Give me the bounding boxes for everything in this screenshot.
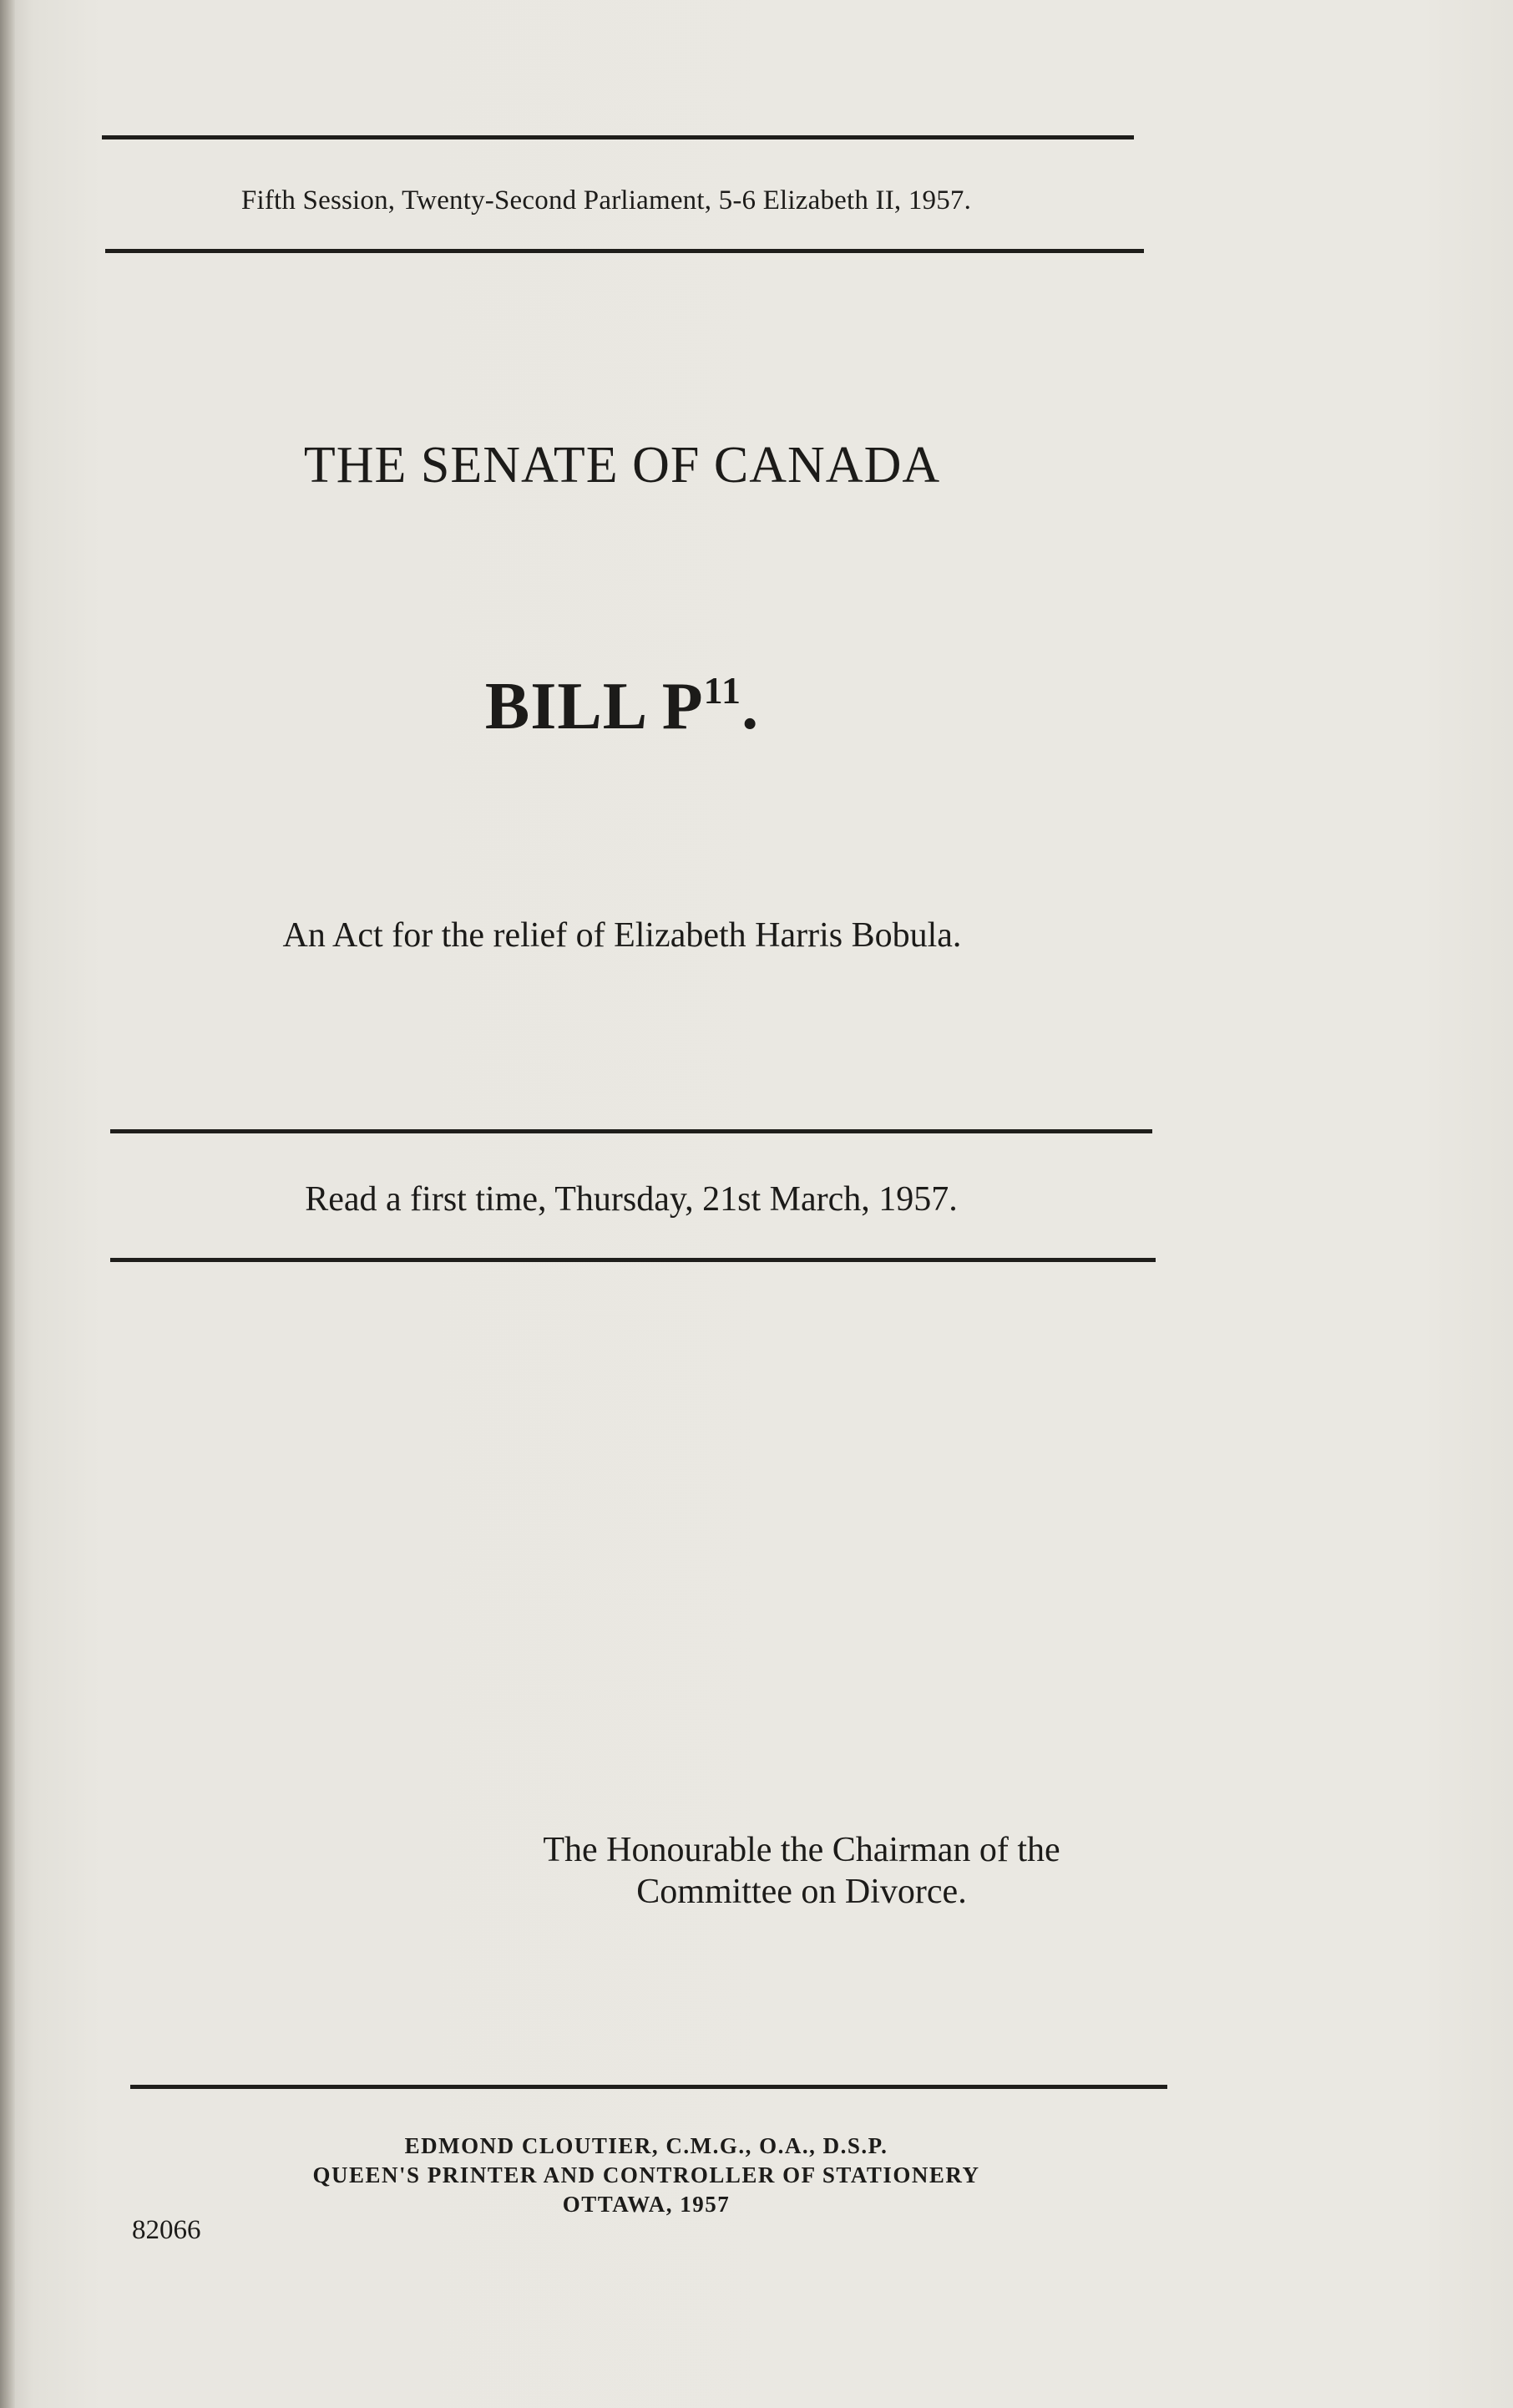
bill-label: BILL P [484,670,704,743]
act-description: An Act for the relief of Elizabeth Harris Bobula. [282,916,962,955]
session-header: Fifth Session, Twenty-Second Parliament, 5-6 Elizabeth II, 1957. [240,185,972,215]
printer-rule [130,2085,1167,2089]
reading-notice: Read a first time, Thursday, 21st March, 1957. [305,1180,958,1219]
session-rule [105,249,1144,253]
printer-block [0,2132,1293,2219]
sponsor-line-1: The Honourable the Chairman of the [543,1831,1060,1869]
printer-line-2: QUEEN'S PRINTER AND CONTROLLER OF STATIONERY [312,2162,980,2187]
bill-number: 11 [703,669,742,712]
printer-line-3: OTTAWA, 1957 [562,2192,731,2217]
print-code: 82066 [132,2215,201,2245]
reading-top-rule [110,1129,1152,1133]
sponsor-line-2: Committee on Divorce. [636,1873,967,1911]
printer-line-1: EDMOND CLOUTIER, C.M.G., O.A., D.S.P. [404,2133,888,2158]
sponsor-block [0,1829,1513,1913]
bill-title [0,668,1244,745]
senate-title: THE SENATE OF CANADA [303,437,941,494]
bill-period: . [741,670,760,743]
reading-bottom-rule [110,1258,1156,1262]
top-rule [102,135,1134,139]
